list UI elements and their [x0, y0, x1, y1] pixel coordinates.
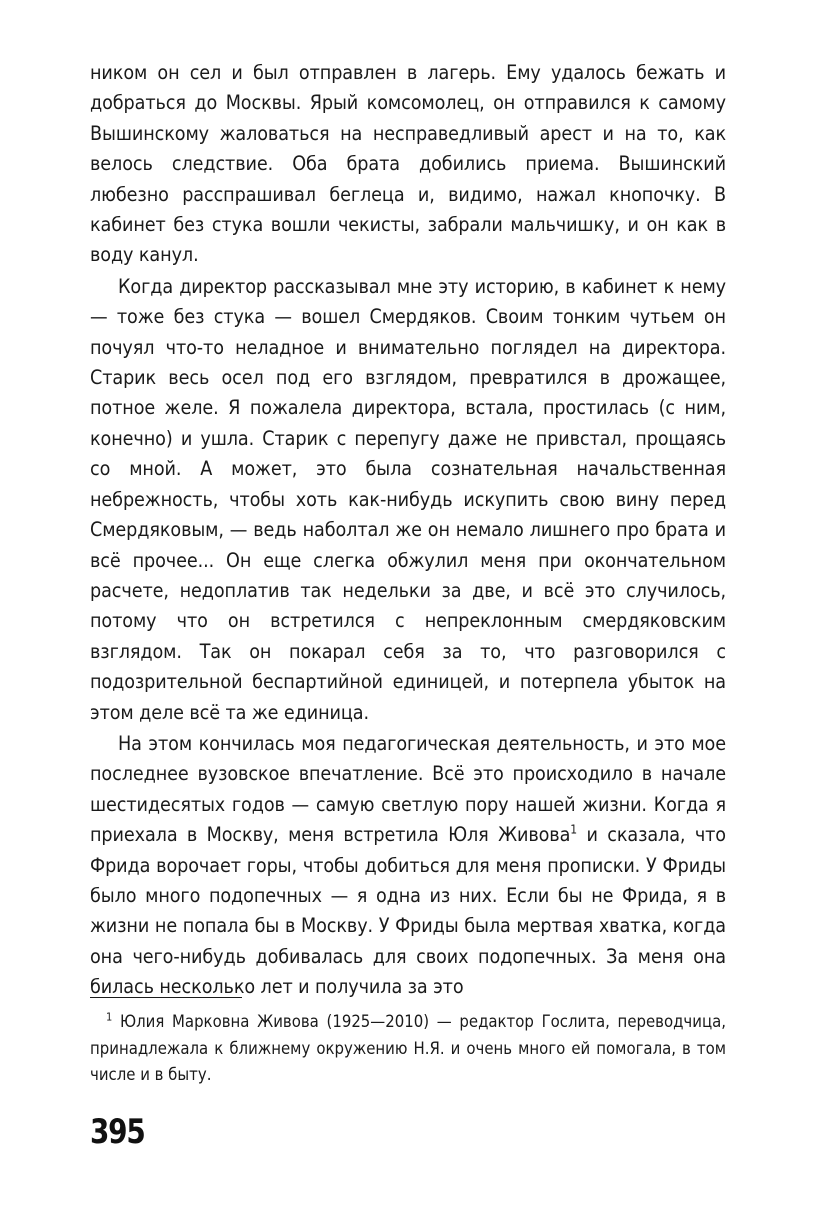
body-text [90, 58, 726, 1003]
paragraph-3-text-after: и сказала, что Фрида ворочает горы, чтобы добиться для меня прописки. У Фриды было много подопечных — я одна из них. Если бы не Фрида, я в жизни не попала бы в Москву. У Фриды была мертвая хватка, когда она чего-нибудь добивалась для своих подопечных. За меня она билась несколько лет и получила за это [90, 823, 726, 999]
footnote [90, 1009, 726, 1089]
footnote-reference[interactable]: 1 [570, 822, 578, 837]
paragraph-2: Когда директор рассказывал мне эту историю, в кабинет к нему — тоже без стука — вошел Смердяков. Своим тонким чутьем он почуял что-то неладное и внимательно поглядел на директора. Старик весь осел под его взглядом, превратился в дрожащее, потное желе. Я пожалела директора, встала, простилась (с ним, конечно) и ушла. Старик с перепугу даже не привстал, прощаясь со мной. А может, это была сознательная начальственная небрежность, чтобы хоть как-нибудь искупить свою вину перед Смердяковым, — ведь наболтал же он немало лишнего про брата и всё прочее... Он еще слегка обжулил меня при окончательном расчете, недоплатив так недельки за две, и всё это случилось, потому что он встретился с непреклонным смердяковским взглядом. Так он покарал себя за то, что разговорился с подозрительной беспартийной единицей, и потерпела убыток на этом деле всё та же единица. [90, 274, 726, 724]
page-content [90, 58, 726, 1003]
footnote-number: 1 [106, 1010, 113, 1024]
footnote-text: Юлия Марковна Живова (1925—2010) — редактор Гослита, переводчица, принадлежала к ближнему окружению Н.Я. и очень много ей помогала, в том числе и в быту. [90, 1012, 726, 1085]
footnote-divider [90, 997, 242, 998]
paragraph-1: ником он сел и был отправлен в лагерь. Ему удалось бежать и добраться до Москвы. Ярый комсомолец, он отправился к самому Вышинскому жаловаться на несправедливый арест и на то, как велось следствие. Оба брата добились приема. Вышинский любезно расспрашивал беглеца и, видимо, нажал кнопочку. В кабинет без стука вошли чекисты, забрали мальчишку, и он как в воду канул. [90, 61, 726, 267]
paragraph-3-text-before: На этом кончилась моя педагогическая деятельность, и это мое последнее вузовское впечатление. Всё это происходило в начале шестидесятых годов — самую светлую пору нашей жизни. Когда я приехала в Москву, меня встретила Юля Живова [90, 731, 726, 847]
page-number: 395 [90, 1112, 145, 1152]
paragraph-3 [90, 729, 726, 1003]
